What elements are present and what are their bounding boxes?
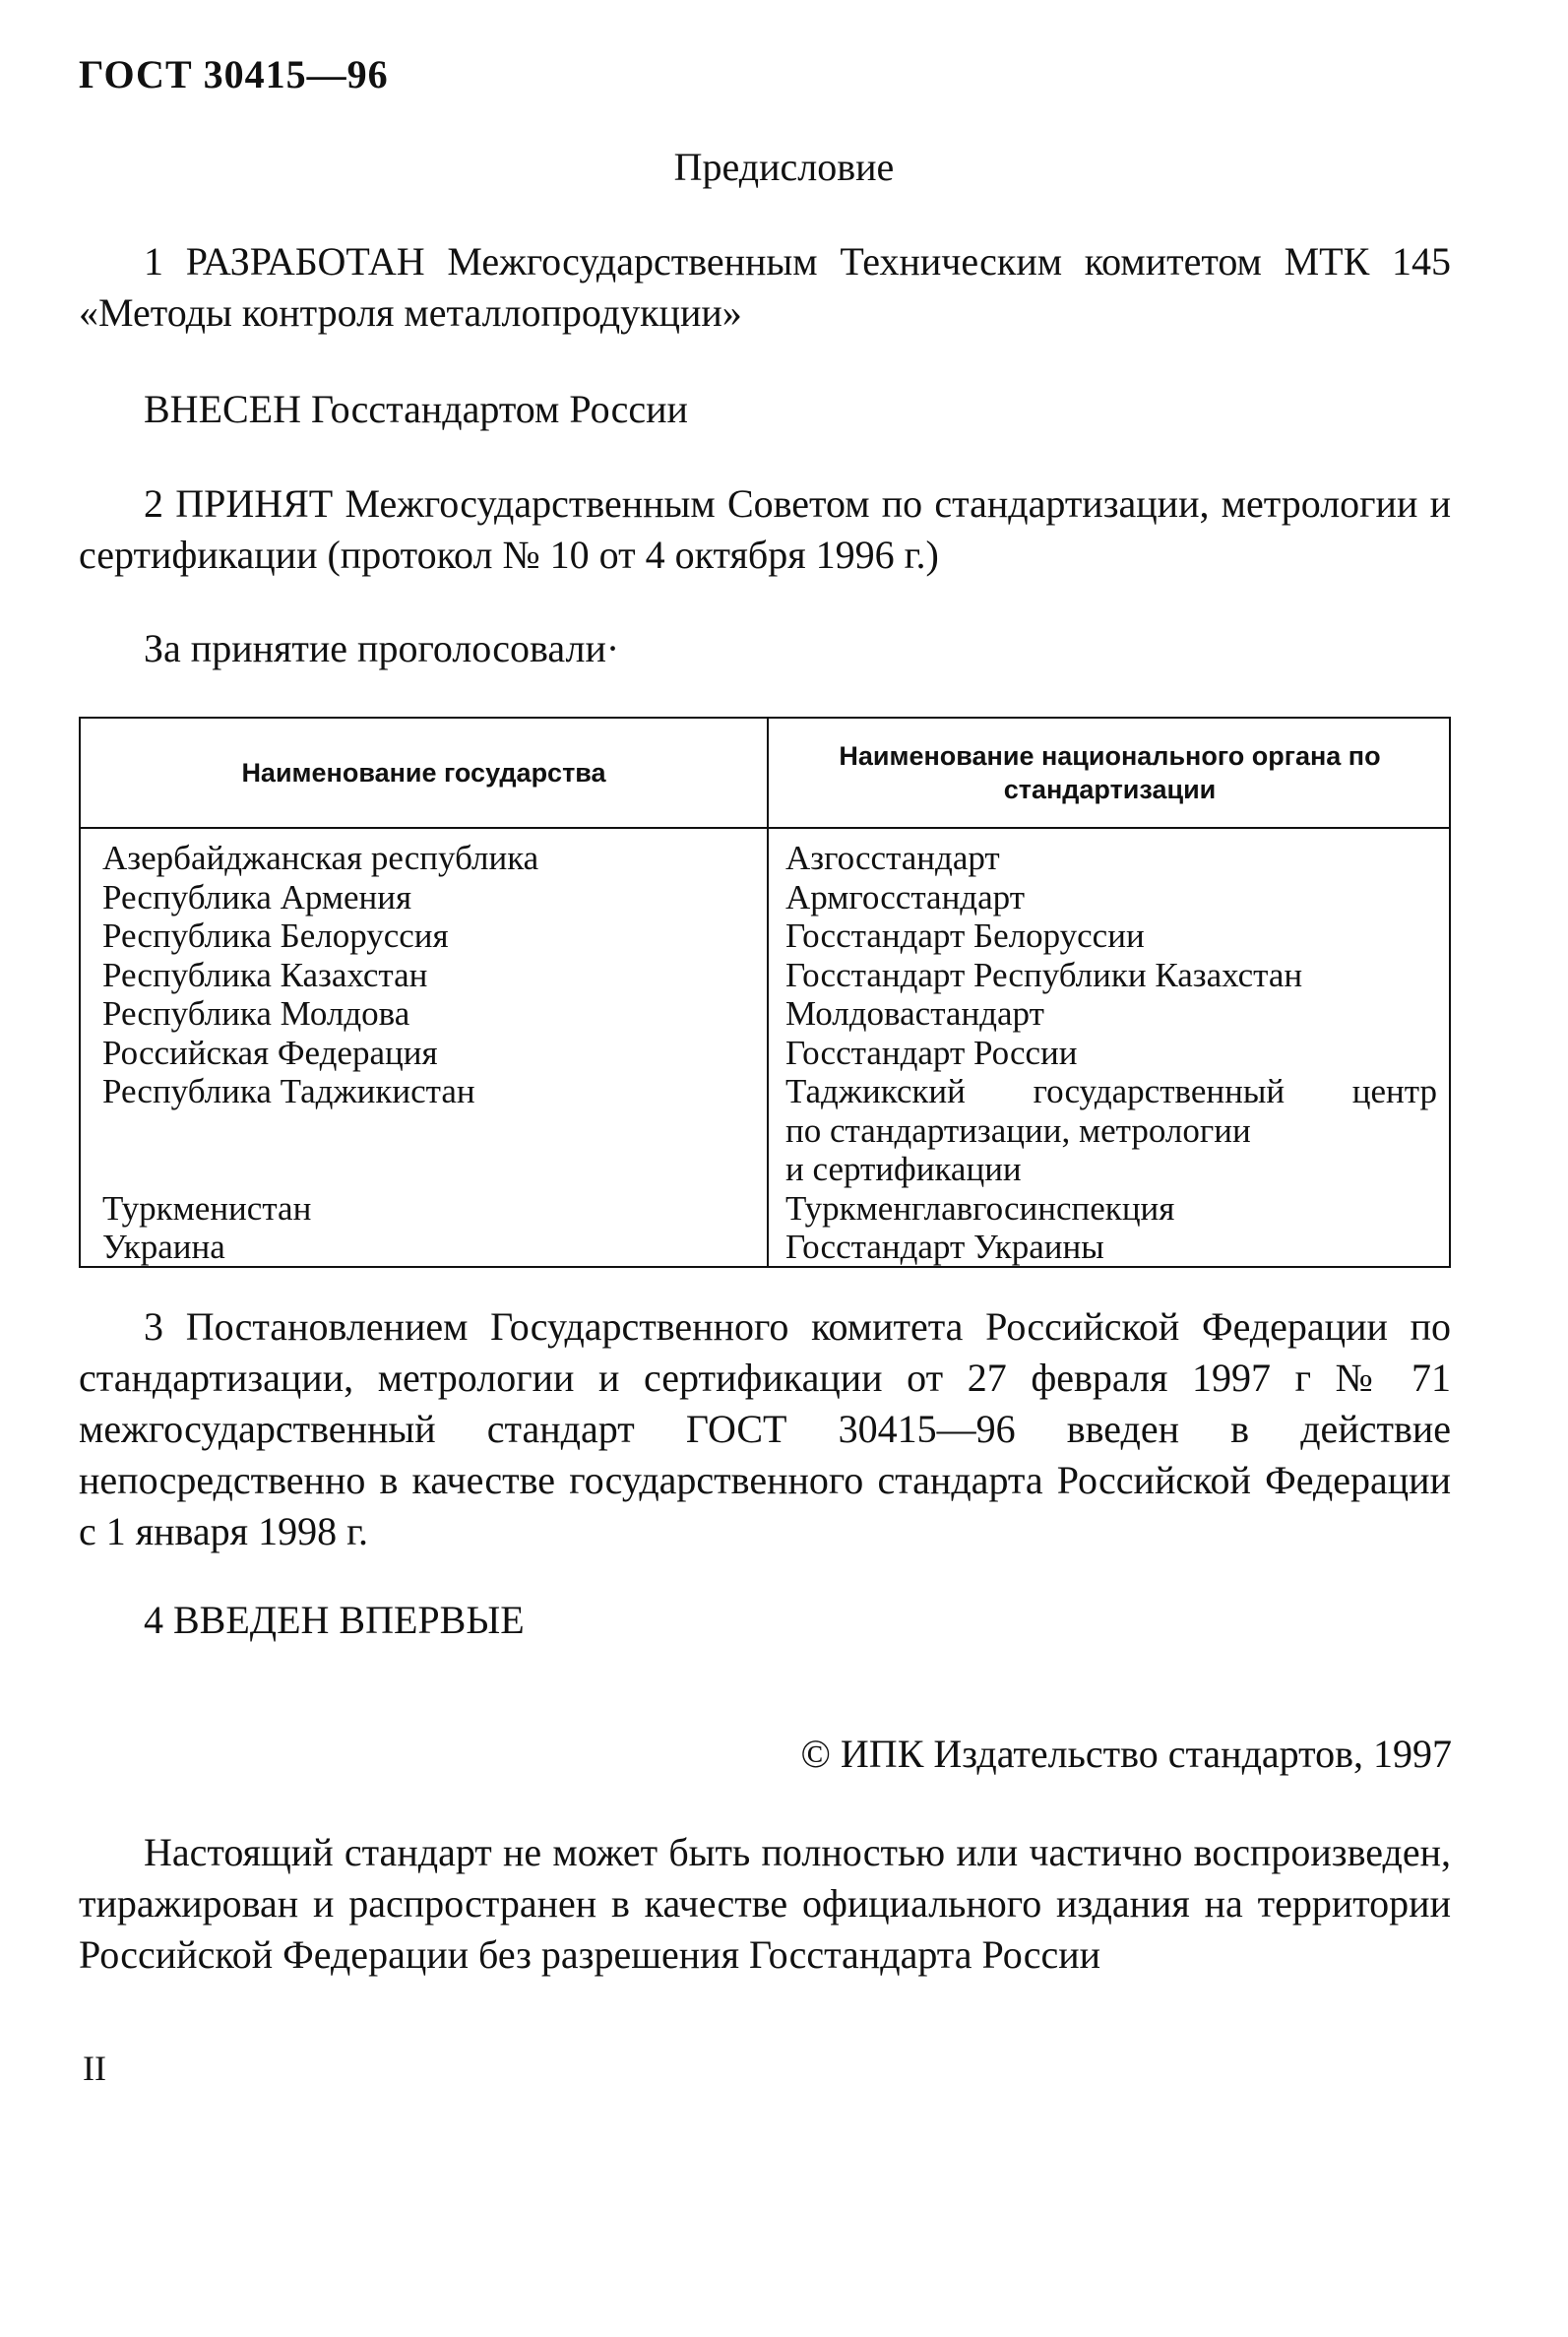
preface-title: Предисловие (673, 145, 895, 189)
paragraph-first-introduced: 4 ВВЕДЕН ВПЕРВЫЕ (144, 1598, 525, 1642)
table-cell-body: и сертификации (785, 1150, 1022, 1188)
table-cell-state: Республика Белоруссия (102, 916, 449, 955)
table-cell-body: Туркменглавгосинспекция (785, 1188, 1175, 1228)
table-column-states (102, 839, 752, 1267)
table-cell-state: Российская Федерация (102, 1033, 438, 1072)
table-cell-state (102, 1150, 752, 1189)
table-cell-body: Госстандарт Белоруссии (785, 916, 1145, 955)
page-number: II (83, 2049, 106, 2088)
paragraph-developed: 1 РАЗРАБОТАН Межгосударственным Техническим комитетом МТК 145 «Методы контроля металлопродукции» (79, 239, 1451, 335)
paragraph-introduced: ВНЕСЕН Госстандартом России (144, 387, 688, 431)
table-cell-state: Республика Казахстан (102, 955, 428, 994)
table-cell-state: Республика Таджикистан (102, 1072, 475, 1110)
table-cell-state: Украина (102, 1228, 225, 1266)
table-cell-state (102, 1111, 752, 1151)
table-cell-body: по стандартизации, метрологии (785, 1110, 1251, 1150)
table-header-state: Наименование государства (241, 758, 606, 788)
paragraph-adopted: 2 ПРИНЯТ Межгосударственным Советом по стандартизации, метрологии и сертификации (протокол № 10 от 4 октября 1996 г.) (79, 481, 1451, 577)
table-cell-state: Туркменистан (102, 1188, 312, 1228)
paragraph-voted: За принятие проголосовали· (144, 626, 620, 670)
table-cell-body: Армгосстандарт (785, 877, 1025, 916)
table-cell-body: Молдовастандарт (785, 994, 1044, 1033)
table-cell-state: Азербайджанская республика (102, 839, 539, 877)
table-column-bodies (785, 839, 1437, 1267)
table-cell-body: Госстандарт Республики Казахстан (785, 955, 1303, 994)
voting-table (79, 717, 1451, 1268)
table-cell-body: Госстандарт Украины (785, 1228, 1104, 1266)
table-cell-state: Республика Армения (102, 877, 412, 916)
standard-code: ГОСТ 30415—96 (79, 52, 389, 96)
table-cell-state: Республика Молдова (102, 994, 410, 1033)
table-header-body: Наименование национального органа по стандартизации (839, 741, 1381, 804)
paragraph-reproduction-notice: Настоящий стандарт не может быть полностью или частично воспроизведен, тиражирован и распространен в качестве официального издания на территории Российской Федерации без разрешения Госстандарта России (79, 1830, 1451, 1977)
table-cell-body: Азгосстандарт (785, 839, 1000, 877)
table-cell-body: Таджикский государственный центр (785, 1072, 1437, 1110)
copyright-notice: © ИПК Издательство стандартов, 1997 (800, 1732, 1452, 1776)
paragraph-resolution: 3 Постановлением Государственного комитета Российской Федерации по стандартизации, метрологии и сертификации от 27 февраля 1997 г № 71 межгосударственный стандарт ГОСТ 30415—96 введен в действие непосредственно в качестве государственного стандарта Российской Федерации с 1 января 1998 г. (79, 1304, 1451, 1553)
table-cell-body: Госстандарт России (785, 1033, 1078, 1072)
table-header-divider (81, 827, 1449, 829)
